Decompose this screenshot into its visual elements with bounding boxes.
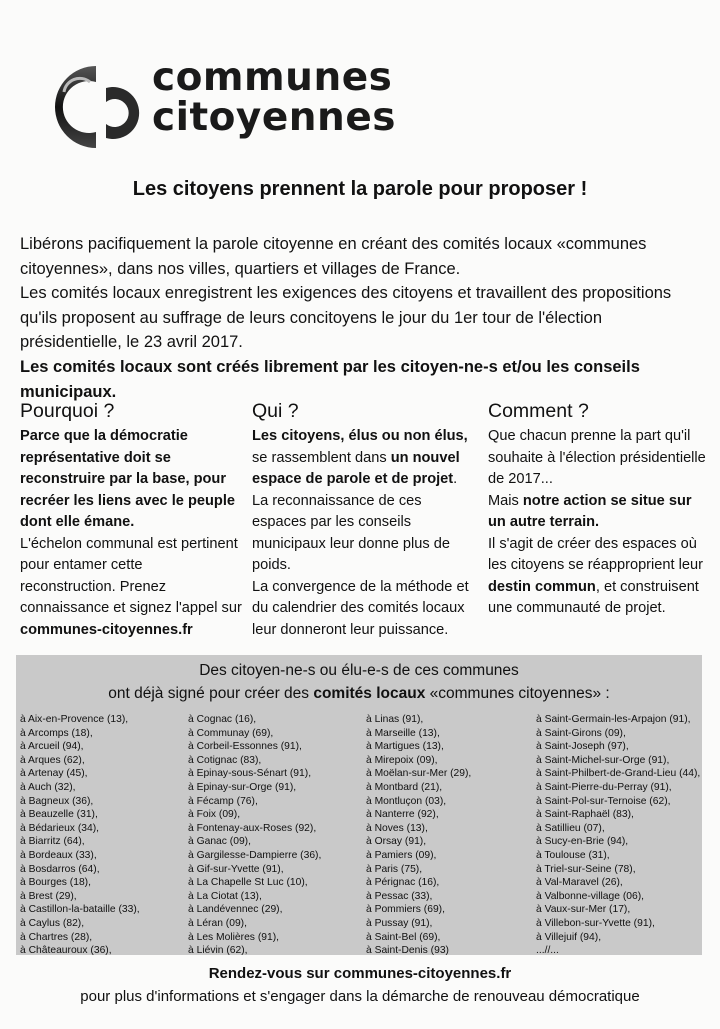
towns-column-2	[188, 713, 358, 958]
qui-column	[252, 398, 474, 641]
comment-paragraph-3	[488, 534, 710, 620]
intro-paragraph-1: Libérons pacifiquement la parole citoyenne en créant des comités locaux «communes citoyennes», dans nos villes, quartiers et villages de France.	[20, 235, 647, 278]
qui-bold-2: un nouvel espace de parole et de projet	[252, 449, 460, 487]
town-item: à Valbonne-village (06),	[536, 890, 644, 902]
town-item: à Pommiers (69),	[366, 904, 445, 916]
comment-title: Comment ?	[488, 400, 589, 422]
town-item: à La Ciotat (13),	[188, 890, 262, 902]
footer	[0, 962, 720, 1008]
town-item: à Fécamp (76),	[188, 795, 258, 807]
town-item: à Biarritz (64),	[20, 836, 85, 848]
town-item: à Epinay-sous-Sénart (91),	[188, 768, 312, 780]
logo	[34, 52, 414, 162]
signatures-heading	[16, 655, 702, 705]
town-item: à Sucy-en-Brie (94),	[536, 836, 629, 848]
comment-bold-3: destin commun	[488, 578, 596, 595]
town-item: à Bosdarros (64),	[20, 863, 100, 875]
town-item: à Martigues (13),	[366, 741, 444, 753]
town-item: à Toulouse (31),	[536, 849, 610, 861]
town-item: à Gif-sur-Yvette (91),	[188, 863, 284, 875]
town-item: à Arcomps (18),	[20, 727, 93, 739]
town-item: à Nanterre (92),	[366, 809, 439, 821]
logo-cc-icon	[34, 52, 146, 162]
logo-text	[152, 55, 396, 140]
signatures-line-2c: «communes citoyennes» :	[425, 685, 610, 702]
pourquoi-bold-text: Parce que la démocratie représentative doit se reconstruire par la base, pour recréer les liens avec le peuple dont elle émane.	[20, 428, 235, 530]
town-item: à Ganac (09),	[188, 836, 251, 848]
town-item: ...//...	[536, 945, 559, 957]
intro-paragraph-2: Les comités locaux enregistrent les exigences des citoyens et travaillent des propositions qu'ils proposent au suffrage de leurs concitoyens le jour du 1er tour de l'élection présidentielle, le 23 avril 2017.	[20, 284, 672, 352]
town-item: à Aix-en-Provence (13),	[20, 714, 129, 725]
town-item: à Villebon-sur-Yvette (91),	[536, 917, 655, 929]
intro	[20, 232, 700, 404]
pourquoi-text	[20, 534, 242, 642]
town-item: à Bourges (18),	[20, 877, 91, 889]
town-item: à Saint-Philbert-de-Grand-Lieu (44),	[536, 768, 701, 780]
town-item: à Vaux-sur-Mer (17),	[536, 904, 631, 916]
qui-paragraph-3: La convergence de la méthode et du calendrier des comités locaux leur donneront leur puissance.	[252, 578, 469, 638]
footer-line-2: pour plus d'informations et s'engager dans la démarche de renouveau démocratique	[80, 988, 640, 1005]
town-item: à Beauzelle (31),	[20, 809, 98, 821]
pourquoi-column	[20, 398, 242, 641]
town-item: à Triel-sur-Seine (78),	[536, 863, 636, 875]
qui-paragraph-2: La reconnaissance de ces espaces par les conseils municipaux leur donne plus de poids.	[252, 492, 450, 573]
town-item: à Communay (69),	[188, 727, 274, 739]
town-item: à Saint-Pierre-du-Perray (91),	[536, 781, 672, 793]
comment-bold-2: notre action se situe sur un autre terrain.	[488, 492, 692, 530]
town-item: à Mirepoix (09),	[366, 754, 438, 766]
town-item: à Artenay (45),	[20, 768, 88, 780]
signatures-line-1: Des citoyen-ne-s ou élu-e-s de ces communes	[199, 662, 519, 679]
comment-paragraph-1: Que chacun prenne la part qu'il souhaite à l'élection présidentielle de 2017...	[488, 428, 706, 487]
town-item: à Arcueil (94),	[20, 741, 84, 753]
town-item: à Paris (75),	[366, 863, 423, 875]
pourquoi-title: Pourquoi ?	[20, 400, 115, 422]
qui-bold-1: Les citoyens, élus ou non élus,	[252, 428, 468, 444]
town-item: à Caylus (82),	[20, 917, 85, 929]
town-item: à Montbard (21),	[366, 781, 443, 793]
town-item: à Val-Maravel (26),	[536, 877, 623, 889]
town-item: à Chartres (28),	[20, 931, 93, 943]
pourquoi-body: L'échelon communal est pertinent pour entamer cette reconstruction. Prenez connaissance et signez l'appel sur	[20, 535, 242, 616]
town-item: à Pérignac (16),	[366, 877, 440, 889]
town-item: à Bordeaux (33),	[20, 849, 97, 861]
town-item: à Epinay-sur-Orge (91),	[188, 781, 297, 793]
logo-line1: communes	[152, 55, 393, 100]
town-item: à Léran (09),	[188, 917, 247, 929]
qui-paragraph-1	[252, 426, 474, 491]
town-item: à Arques (62),	[20, 754, 85, 766]
signatures-line-2	[16, 682, 702, 705]
town-item: à Castillon-la-bataille (33),	[20, 904, 140, 916]
town-item: à Noves (13),	[366, 822, 428, 834]
town-item: à Pussay (91),	[366, 917, 433, 929]
town-item: à Saint-Raphaël (83),	[536, 809, 634, 821]
towns-column-3	[366, 713, 536, 958]
town-item: à Châteauroux (36),	[20, 945, 112, 957]
town-item: à Les Molières (91),	[188, 931, 279, 943]
town-item: à Saint-Michel-sur-Orge (91),	[536, 754, 670, 766]
comment-column	[488, 398, 710, 620]
footer-line-1[interactable]: Rendez-vous sur communes-citoyennes.fr	[208, 965, 512, 982]
town-item: à Marseille (13),	[366, 727, 440, 739]
town-item: à Landévennec (29),	[188, 904, 283, 916]
town-item: à Saint-Bel (69),	[366, 931, 441, 943]
town-item: à Moëlan-sur-Mer (29),	[366, 768, 472, 780]
town-item: à Corbeil-Essonnes (91),	[188, 741, 302, 753]
town-item: à Orsay (91),	[366, 836, 427, 848]
town-item: à Pamiers (09),	[366, 849, 437, 861]
towns-column-4	[536, 713, 706, 958]
comment-paragraph-2	[488, 491, 710, 534]
town-item: à Saint-Joseph (97),	[536, 741, 629, 753]
town-item: à Brest (29),	[20, 890, 77, 902]
towns-column-1	[20, 713, 190, 958]
town-item: à La Chapelle St Luc (10),	[188, 877, 308, 889]
town-item: à Foix (09),	[188, 809, 241, 821]
town-item: à Cognac (16),	[188, 714, 257, 725]
logo-line2: citoyennes	[152, 95, 396, 140]
comment-text-3b: , et construisent une communauté de projet.	[488, 578, 699, 616]
intro-paragraph-3: Les comités locaux sont créés librement par les citoyen-ne-s et/ou les conseils municipaux.	[20, 357, 640, 401]
comment-text-3a: Il s'agit de créer des espaces où les citoyens se réapproprient leur	[488, 535, 703, 573]
town-item: à Saint-Girons (09),	[536, 727, 626, 739]
town-item: à Bédarieux (34),	[20, 822, 99, 834]
signatures-line-2a: ont déjà signé pour créer des	[108, 685, 314, 702]
comment-text-2: Mais	[488, 492, 523, 509]
town-item: à Saint-Germain-les-Arpajon (91),	[536, 714, 691, 725]
signatures-box	[16, 655, 702, 955]
town-item: à Linas (91),	[366, 714, 424, 725]
town-item: à Saint-Denis (93)	[366, 945, 449, 957]
qui-text-1: se rassemblent dans	[252, 449, 391, 466]
town-item: à Montluçon (03),	[366, 795, 447, 807]
town-item: à Gargilesse-Dampierre (36),	[188, 849, 322, 861]
signatures-line-2b: comités locaux	[313, 685, 426, 702]
town-item: à Saint-Pol-sur-Ternoise (62),	[536, 795, 671, 807]
town-item: à Auch (32),	[20, 781, 76, 793]
town-item: à Liévin (62),	[188, 945, 248, 957]
town-item: à Fontenay-aux-Roses (92),	[188, 822, 317, 834]
pourquoi-link[interactable]: communes-citoyennes.fr	[20, 621, 193, 638]
town-item: à Satillieu (07),	[536, 822, 605, 834]
qui-title: Qui ?	[252, 400, 299, 422]
town-item: à Cotignac (83),	[188, 754, 262, 766]
headline: Les citoyens prennent la parole pour proposer !	[132, 178, 588, 200]
town-item: à Bagneux (36),	[20, 795, 94, 807]
town-item: à Villejuif (94),	[536, 931, 602, 943]
qui-text-2: .	[453, 471, 458, 487]
town-item: à Pessac (33),	[366, 890, 433, 902]
